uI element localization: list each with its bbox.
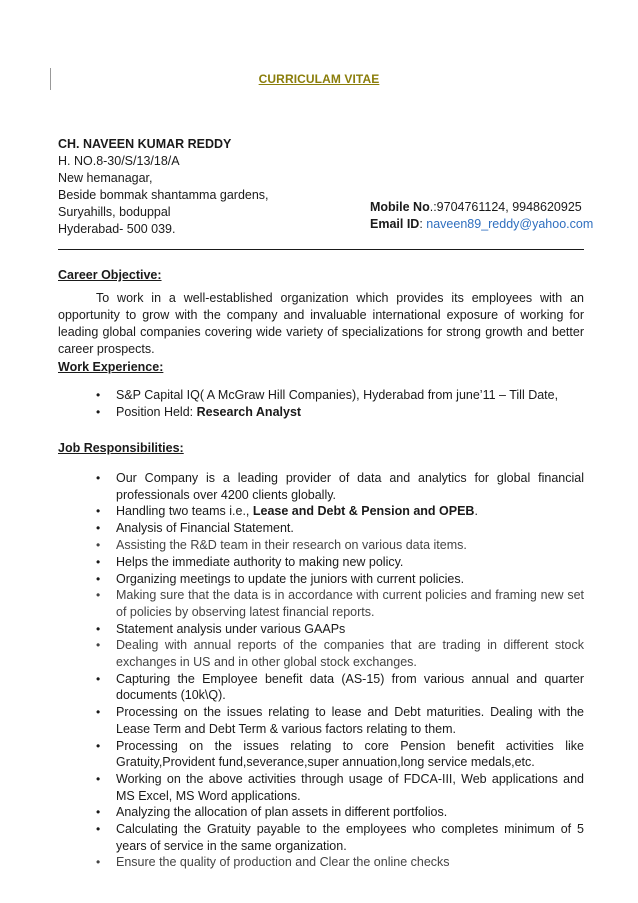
address-line: H. NO.8-30/S/13/18/A — [58, 154, 180, 168]
career-objective-section — [58, 268, 584, 358]
list-item: • Processing on the issues relating to lease and Debt maturities. Dealing with the Lease Term and Debt Term & various factors relating to them. — [58, 704, 584, 737]
job-responsibilities-heading: Job Responsibilities: — [58, 441, 184, 455]
list-item: • Analysis of Financial Statement. — [58, 520, 584, 537]
address-line: New hemanagar, — [58, 171, 153, 185]
candidate-name: CH. NAVEEN KUMAR REDDY — [58, 137, 232, 151]
list-item: • Statement analysis under various GAAPs — [58, 621, 584, 638]
list-item: • Capturing the Employee benefit data (AS-15) from various annual and quarter documents (10k\Q). — [58, 671, 584, 704]
work-experience-section — [58, 360, 584, 421]
list-item: • Calculating the Gratuity payable to the employees who completes minimum of 5 years of service in the same organization. — [58, 821, 584, 854]
work-experience-list — [58, 387, 584, 420]
list-item: • Helps the immediate authority to making new policy. — [58, 554, 584, 571]
list-item: • Dealing with annual reports of the companies that are trading in different stock exchanges in US and in other global stock exchanges. — [58, 637, 584, 670]
position-prefix: Position Held: — [116, 404, 197, 419]
position-item — [58, 404, 584, 421]
teams-text: Handling two teams i.e., — [116, 504, 253, 519]
document-title: CURRICULAM VITAE — [258, 72, 380, 86]
list-item: • Ensure the quality of production and Clear the online checks — [58, 854, 584, 871]
responsibilities-list — [58, 470, 584, 871]
list-item: • Organizing meetings to update the juniors with current policies. — [58, 571, 584, 588]
header-divider — [58, 249, 584, 250]
list-item: • Making sure that the data is in accordance with current policies and framing new set of policies by observing latest financial reports. — [58, 587, 584, 620]
mobile-line — [370, 199, 593, 216]
list-item: • Analyzing the allocation of plan assets in different portfolios. — [58, 804, 584, 821]
mobile-value: .:9704761124, 9948620925 — [429, 200, 582, 214]
email-separator: : — [419, 217, 427, 231]
email-line — [370, 216, 593, 233]
work-experience-heading: Work Experience: — [58, 360, 164, 374]
career-objective-heading: Career Objective: — [58, 268, 162, 282]
address-line: Hyderabad- 500 039. — [58, 222, 176, 236]
list-item: • Our Company is a leading provider of data and analytics for global financial professionals over 4200 clients globally. — [58, 470, 584, 503]
email-link[interactable]: naveen89_reddy@yahoo.com — [426, 217, 594, 231]
contact-details — [370, 199, 593, 233]
list-item — [58, 503, 584, 520]
teams-names: Lease and Debt & Pension and OPEB — [252, 504, 475, 519]
address-line: Suryahills, boduppal — [58, 205, 171, 219]
mobile-label: Mobile No — [370, 200, 430, 214]
teams-end: . — [474, 504, 478, 519]
list-item: • Assisting the R&D team in their research on various data items. — [58, 537, 584, 554]
career-objective-text: To work in a well-established organization which provides its employees with an opportunity to grow with the company and invaluable international exposure of working for leading global companies covering wide variety of specializations for strong growth and better career prospects. — [58, 291, 584, 356]
company-item: • S&P Capital IQ( A McGraw Hill Companies), Hyderabad from june’11 – Till Date, — [58, 387, 584, 404]
address-line: Beside bommak shantamma gardens, — [58, 188, 269, 202]
position-title: Research Analyst — [196, 404, 302, 419]
list-item: • Working on the above activities through usage of FDCA-III, Web applications and MS Excel, MS Word applications. — [58, 771, 584, 804]
email-label: Email ID — [370, 217, 420, 231]
job-responsibilities-section — [58, 441, 584, 871]
list-item: • Processing on the issues relating to core Pension benefit activities like Gratuity,Provident fund,severance,super annuation,long service medals,etc. — [58, 738, 584, 771]
